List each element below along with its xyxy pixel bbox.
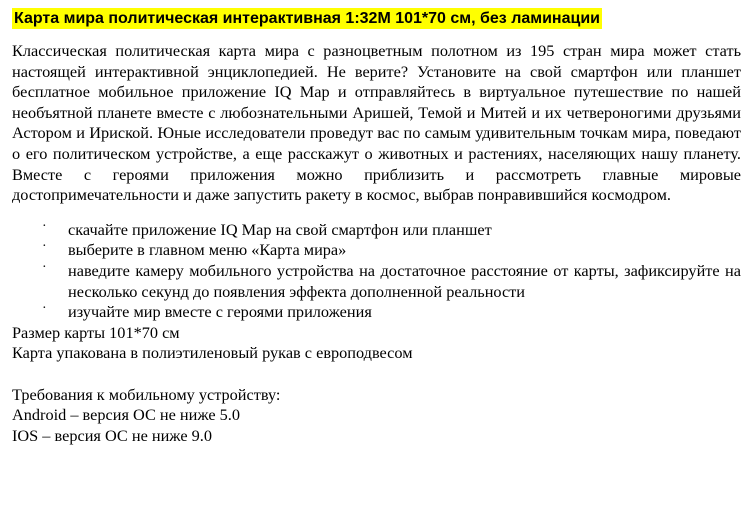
list-item xyxy=(12,240,741,261)
requirements-heading: Требования к мобильному устройству: xyxy=(12,384,281,404)
list-item-text: выберите в главном меню «Карта мира» xyxy=(68,240,347,260)
requirement-ios: IOS – версия ОС не ниже 9.0 xyxy=(12,425,212,445)
divider xyxy=(12,364,741,385)
list-item xyxy=(12,261,741,302)
bullet-icon: · xyxy=(42,218,47,234)
description-paragraph: Классическая политическая карта мира с разноцветным полотном из 195 стран мира может стать настоящей интерактивной энциклопедией. Не верите? Установите на свой смартфон или планшет бесплатное мобильное приложение IQ Map и отправляйтесь в виртуальное путешествие по нашей необъятной планете вместе с любознательными Аришей, Темой и Митей и их четвероногими друзьями Астором и Ириской. Юные исследователи проведут вас по самым удивительным точкам мира, поведают о его политическом устройстве, а еще расскажут о животных и растениях, населяющих нашу планету. Вместе с героями приложения можно приблизить и рассмотреть главные мировые достопримечательности и даже запустить ракету в космос, выбрав понравившийся космодром. xyxy=(12,41,741,205)
list-item xyxy=(12,302,741,323)
packaging-text: Карта упакована в полиэтиленовый рукав с европодвесом xyxy=(12,343,413,363)
list-item-text: изучайте мир вместе с героями приложения xyxy=(68,302,372,322)
list-item-text: скачайте приложение IQ Map на свой смартфон или планшет xyxy=(68,219,492,239)
bullet-icon: · xyxy=(42,301,47,317)
instruction-list xyxy=(12,220,741,323)
list-item-text: наведите камеру мобильного устройства на достаточное расстояние от карты, зафиксируйте на несколько секунд до появления эффекта дополненной реальности xyxy=(68,260,741,301)
bullet-icon: · xyxy=(42,259,47,275)
list-item xyxy=(12,220,741,241)
requirement-android: Android – версия ОС не ниже 5.0 xyxy=(12,405,241,425)
product-title: Карта мира политическая интерактивная 1:32M 101*70 см, без ламинации xyxy=(14,10,600,27)
bullet-icon: · xyxy=(42,239,47,255)
map-size-text: Размер карты 101*70 см xyxy=(12,322,180,342)
